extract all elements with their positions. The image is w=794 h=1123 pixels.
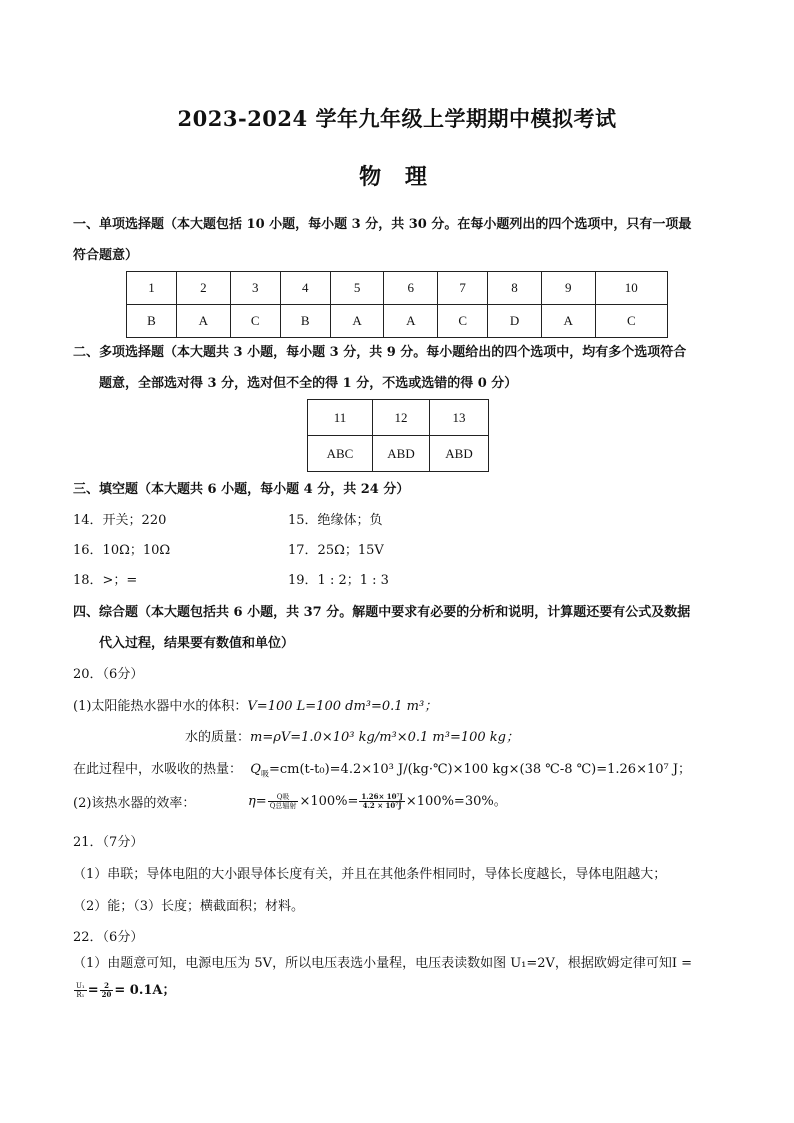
q20-line3-formula: =cm(t-t₀)=4.2×10³ J/(kg·℃)×100 kg×(38 ℃-8 ℃)=1.26×10⁷ J； <box>268 762 692 777</box>
table-cell: 4 <box>280 272 330 305</box>
table-cell: ABD <box>373 436 430 472</box>
q22-frac1-num: U₁ <box>76 982 85 990</box>
q21-line1: （1）串联；导体电阻的大小跟导体长度有关，并且在其他条件相同时，导体长度越长，导体电阻越大； <box>73 867 667 882</box>
q20-times2: ×100%=30%。 <box>405 794 507 809</box>
q20-frac2-num: 1.26× 10⁷J <box>361 792 403 801</box>
q20-line1-formula: V=100 L=100 dm³=0.1 m³； <box>247 699 438 714</box>
q20-label: 20．（6分） <box>73 667 144 682</box>
section3-heading: 三、填空题（本大题共 6 小题，每小题 4 分，共 24 分） <box>73 482 410 497</box>
table-row-numbers <box>127 272 668 305</box>
q21-line2: （2）能；（3）长度；横截面积；材料。 <box>73 899 305 914</box>
table-cell: A <box>384 305 438 338</box>
table-cell: A <box>541 305 595 338</box>
q20-line2 <box>185 729 519 747</box>
table-cell: 3 <box>230 272 280 305</box>
table-cell: 9 <box>541 272 595 305</box>
table-cell: A <box>330 305 384 338</box>
q20-line2-prefix: 水的质量： <box>185 730 251 745</box>
table-cell: 11 <box>308 400 373 436</box>
multi-choice-answer-table <box>307 399 489 472</box>
table-row-answers <box>127 305 668 338</box>
q22-line1: （1）由题意可知，电源电压为 5V，所以电压表选小量程，电压表读数如图 U₁=2V，根据欧姆定律可知I = <box>73 956 693 971</box>
table-cell: C <box>595 305 667 338</box>
table-cell: 7 <box>438 272 488 305</box>
table-cell: C <box>230 305 280 338</box>
q22-frac1 <box>74 982 87 999</box>
table-cell: 2 <box>177 272 231 305</box>
q20-frac1 <box>268 793 299 810</box>
subject-title: 物 理 <box>359 164 435 190</box>
table-cell: 8 <box>488 272 542 305</box>
q21-label: 21．（7分） <box>73 835 144 850</box>
q20-line1 <box>73 698 437 716</box>
table-cell: ABC <box>308 436 373 472</box>
table-cell: D <box>488 305 542 338</box>
table-cell: A <box>177 305 231 338</box>
section1-heading-line2: 符合题意） <box>73 248 139 263</box>
q20-efficiency-formula <box>248 793 507 811</box>
q22-frac1-den: R₁ <box>76 991 85 999</box>
section2-heading-line2: 题意，全部选对得 3 分，选对但不全的得 1 分，不选或选错的得 0 分） <box>99 376 518 391</box>
single-choice-answer-table <box>126 271 668 338</box>
fill-answer-17: 17．25Ω；15V <box>288 543 384 558</box>
section4-heading-line2: 代入过程，结果要有数值和单位） <box>99 636 295 651</box>
fill-answer-19: 19．1 : 2；1 : 3 <box>288 573 389 588</box>
table-cell: 13 <box>430 400 489 436</box>
fill-answer-15: 15．绝缘体；负 <box>288 513 383 528</box>
q20-line4 <box>73 795 195 813</box>
q20-line2-formula: m=ρV=1.0×10³ kg/m³×0.1 m³=100 kg； <box>250 730 520 745</box>
section2-heading-line1: 二、多项选择题（本大题共 3 小题，每小题 3 分，共 9 分。每小题给出的四个选项中，均有多个选项符合 <box>73 345 687 360</box>
q20-times1: ×100%= <box>299 794 359 809</box>
q22-frac2-num: 2 <box>100 982 114 991</box>
q20-line1-prefix: (1)太阳能热水器中水的体积： <box>73 699 248 714</box>
table-cell: C <box>438 305 488 338</box>
q22-line2 <box>73 982 176 1000</box>
section1-heading-line1: 一、单项选择题（本大题包括 10 小题，每小题 3 分，共 30 分。在每小题列出的四个选项中，只有一项最 <box>73 217 692 232</box>
q20-eta: η= <box>248 794 267 809</box>
table-cell: 12 <box>373 400 430 436</box>
fill-answer-14: 14．开关；220 <box>73 513 167 528</box>
table-row-numbers <box>308 400 489 436</box>
q20-line3-q-sub: 吸 <box>260 769 269 779</box>
q22-frac2-den: 20 <box>101 990 112 999</box>
q22-frac2 <box>100 982 114 999</box>
table-row-answers <box>308 436 489 472</box>
q20-line3-prefix: 在此过程中，水吸收的热量： <box>73 762 243 777</box>
table-cell: 6 <box>384 272 438 305</box>
q20-frac1-den: Q总辐射 <box>269 802 297 810</box>
fill-answer-18: 18．>；= <box>73 573 138 588</box>
table-cell: B <box>280 305 330 338</box>
table-cell: 1 <box>127 272 177 305</box>
table-cell: 10 <box>595 272 667 305</box>
exam-title: 2023-2024 学年九年级上学期期中模拟考试 <box>177 106 617 131</box>
fill-answer-16: 16．10Ω；10Ω <box>73 543 171 558</box>
q20-line4-prefix: (2)该热水器的效率： <box>73 796 196 811</box>
q22-result: = 0.1A； <box>114 983 176 998</box>
q20-line3-q: Q <box>250 762 261 777</box>
q20-frac2-den: 4.2 × 10⁷J <box>362 801 402 810</box>
q20-frac1-num: Q吸 <box>268 793 299 802</box>
table-cell: 5 <box>330 272 384 305</box>
table-cell: B <box>127 305 177 338</box>
section4-heading-line1: 四、综合题（本大题包括共 6 小题，共 37 分。解题中要求有必要的分析和说明，计算题还要有公式及数据 <box>73 605 691 620</box>
table-cell: ABD <box>430 436 489 472</box>
q20-line3 <box>73 761 691 779</box>
q22-eq1: = <box>87 983 99 998</box>
q22-label: 22．（6分） <box>73 930 144 945</box>
q20-frac2 <box>359 793 404 810</box>
